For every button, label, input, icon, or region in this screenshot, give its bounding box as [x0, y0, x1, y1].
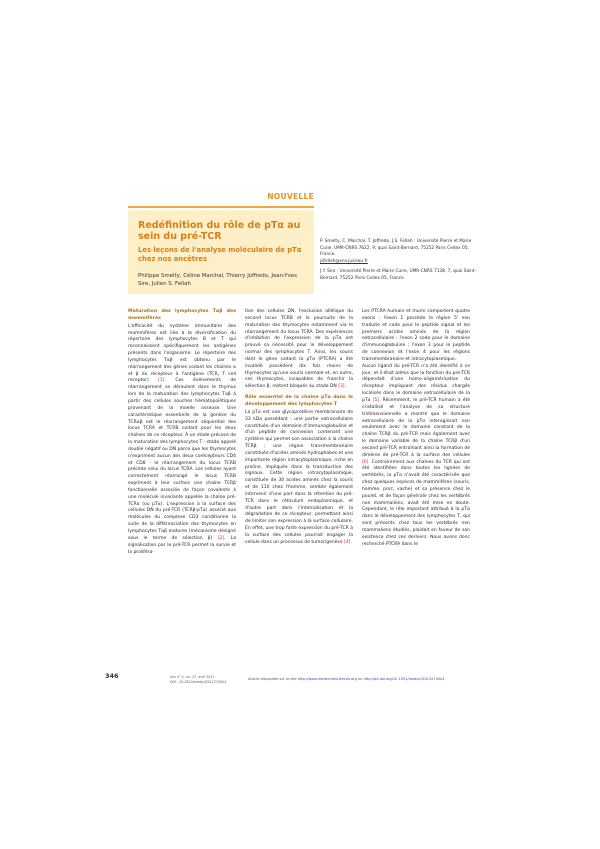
- availability-note: Article disponible sur le site http://www.medecinesciences.org ou http://dx.doi.org/10.1051/medsci/2011274004: [248, 677, 445, 681]
- doi-link[interactable]: http://dx.doi.org/10.1051/medsci/2011274004: [363, 677, 445, 681]
- reference-link[interactable]: [1]: [158, 378, 165, 384]
- journal-issue: m/s n° 4, vol. 27, avril 2011: [170, 675, 215, 679]
- header-rule: [128, 206, 314, 208]
- site-link[interactable]: http://www.medecinesciences.org: [297, 677, 357, 681]
- paragraph: tion des cellules DN, l'exclusion allélique du second locus TCRB et la poursuite de la maturation des thymocytes notamment via le réarrangement du locus TCRA. Des expériences d'inhibition de l'expression de la pTα ont prouvé sa nécessité pour le développement normal des lymphocytes T. Ainsi, les souris dont le gène codant la pTα (PTCRA) a été invalidé possèdent dix fois moins de thymocytes qu'une souris normale et, en outre, ces thymocytes, incapables de franchir la sélection β, restent bloqués au stade DN [3].: [245, 309, 353, 390]
- affiliation-1: P. Smelty, C. Marchal, T. Joffredo, J.S. Fellah : Université Pierre et Marie Curie, UMR-CNRS 7622, 9, quai Saint-Bernard, 75252 Paris Cedex 05, France. jsfellah@snv.jussieu.fr: [320, 239, 472, 264]
- paragraph: Les PTCRA humain et murin comportent quatre exons : l'exon 1 possède la région 5' non traduite et code pour le peptide signal et les premiers acides aminés de la région extracellulaire ; l'exon 2 code pour le domaine d'immunoglobuline ; l'exon 3 pour le peptide de connexion et l'exon 4 pour les régions transmembranaire et intracytoplasmique.: [362, 309, 470, 362]
- reference-link[interactable]: [3]: [338, 384, 345, 390]
- section-heading: Maturation des lymphocytes Tαβ des mammifères: [128, 309, 236, 321]
- reference-link[interactable]: [2]: [217, 535, 225, 541]
- journal-info: [170, 675, 226, 685]
- journal-doi: DOI : 10.1051/medsci/2011274004: [170, 680, 227, 684]
- reference-link[interactable]: [4]: [344, 539, 351, 545]
- affiliation-2: J.Y. Sire : Université Pierre et Marie Curie, UMR-CNRS 7138, 7, quai Saint-Bernard, 75252 Paris Cedex 05, France: [320, 269, 477, 281]
- author-list: Philippe Smelty, Céline Marchal, Thierry Joffredo, Jean-Yves Sire, Julien S. Fellah: [138, 273, 297, 287]
- paragraph: La pTα est une glycoprotéine membranaire de 33 kDa possédant : une partie extracellulaire constituée d'un domaine d'immunoglobuline et d'un peptide de connexion contenant une cystéine qui permet son association à la chaîne TCRβ ; une région transmembranaire constituée d'acides aminés hydrophobes et une importante région intracytoplasmique, riche en proline, impliquée dans la transduction des signaux. Cette région intracytoplasmique, constituée de 30 acides aminés chez la souris et de 110 chez l'homme, semble également intervenir d'une part dans la rétention du pré-TCR dans le réticulum endoplasmique, et d'autre part dans l'internalisation et la dégradation de ce récepteur, permettant ainsi de limiter son expression à la surface cellulaire. En effet, une trop forte expression du pré-TCR à la surface des cellules pourrait engager la cellule dans un processus de tumorigenèse [4].: [245, 409, 353, 545]
- article-title: Redéfinition du rôle de pTα au sein du pré-TCR: [138, 220, 301, 242]
- section-tag: NOUVELLE: [267, 192, 314, 201]
- reference-link[interactable]: [5]: [372, 397, 380, 403]
- affiliations: [320, 239, 480, 287]
- column-3: [362, 309, 470, 549]
- article-subtitle: Les leçons de l'analyse moléculaire de pTα chez nos ancêtres: [138, 246, 302, 263]
- email-link[interactable]: jsfellah@snv.jussieu.fr: [320, 258, 368, 264]
- paragraph: L'efficacité du système immunitaire des mammifères est liée à la diversification du répertoire des lymphocytes B et T qui reconnaissent spécifiquement les antigènes présents dans l'organisme. Le répertoire des lymphocytes Tαβ est obtenu par le réarrangement des gènes codant les chaînes α et β du récepteur à l'antigène (TCR, T cell receptor) [1]. Ces événements de réarrangement se déroulent dans le thymus lors de la maturation des lymphocytes Tαβ à partir des cellules souches hématopoïétiques provenant de la moelle osseuse. Une caractéristique essentielle de la genèse du TCRαβ est le réarrangement séquentiel des locus TCRA et TCRB codant pour les deux chaînes de ce récepteur. À un stade précoce de la maturation des lymphocytes T - stade appelé double négatif ou DN parce que les thymocytes n'expriment aucun des deux corécepteurs CD4 et CD8 - le réarrangement du locus TCRB précède celui du locus TCRA. Les cellules ayant correctement réarrangé le locus TCRB expriment à leur surface une chaîne TCRβ fonctionnelle associée de façon covalente à une molécule invariante appelée la chaîne pré-TCRα (ou pTα). L'expression à la surface des cellules DN du pré-TCR (TCRβ-pTα) associé aux molécules du complexe CD3 conditionne la suite de la différenciation des thymocytes en lymphocytes Tαβ matures (mécanisme désigné sous le terme de sélection β) [2]. La signalisation par le pré-TCR permet la survie et la proliféra-: [128, 323, 236, 555]
- paragraph: Aucun ligand du pré-TCR n'a été identifié à ce jour, et il était admis que la fonction du pré-TCR dépendait d'une homo-oligomérisation du récepteur impliquant des résidus chargés localisés dans le domaine extracellulaire de la pTα [5]. Récemment, le pré-TCR humain a été cristallisé et l'analyse de sa structure tridimensionnelle a montré que le domaine extracellulaire de la pTα interagissait non seulement avec le domaine constant de la chaîne TCRβ du pré-TCR mais également avec le domaine variable de la chaîne TCRβ d'un second pré-TCR entraînant ainsi la formation de dimères de pré-TCR à la surface des cellules [6]. Contrairement aux chaînes du TCR qui ont été identifiées dans toutes les lignées de vertébrés, la pTα n'avait été caractérisée que chez quelques espèces de mammifères (souris, homme, porc, vache) et sa présence chez le poulet, et de façon générale chez les vertébrés non mammaliens, avait été mise en doute. Cependant, le rôle important attribué à la pTα dans le développement des lymphocytes T, qui sont présents chez tous les vertébrés non mammaliens étudiés, plaidait en faveur de son existence chez ces derniers. Nous avons donc recherché PTCRA dans le: [362, 363, 470, 547]
- column-1: [128, 309, 236, 556]
- reference-link[interactable]: [6]: [362, 459, 369, 465]
- page-number: 346: [105, 672, 119, 680]
- column-2: [245, 309, 353, 547]
- section-heading: Rôle essentiel de la chaîne pTα dans le développement des lymphocytes T: [245, 395, 353, 407]
